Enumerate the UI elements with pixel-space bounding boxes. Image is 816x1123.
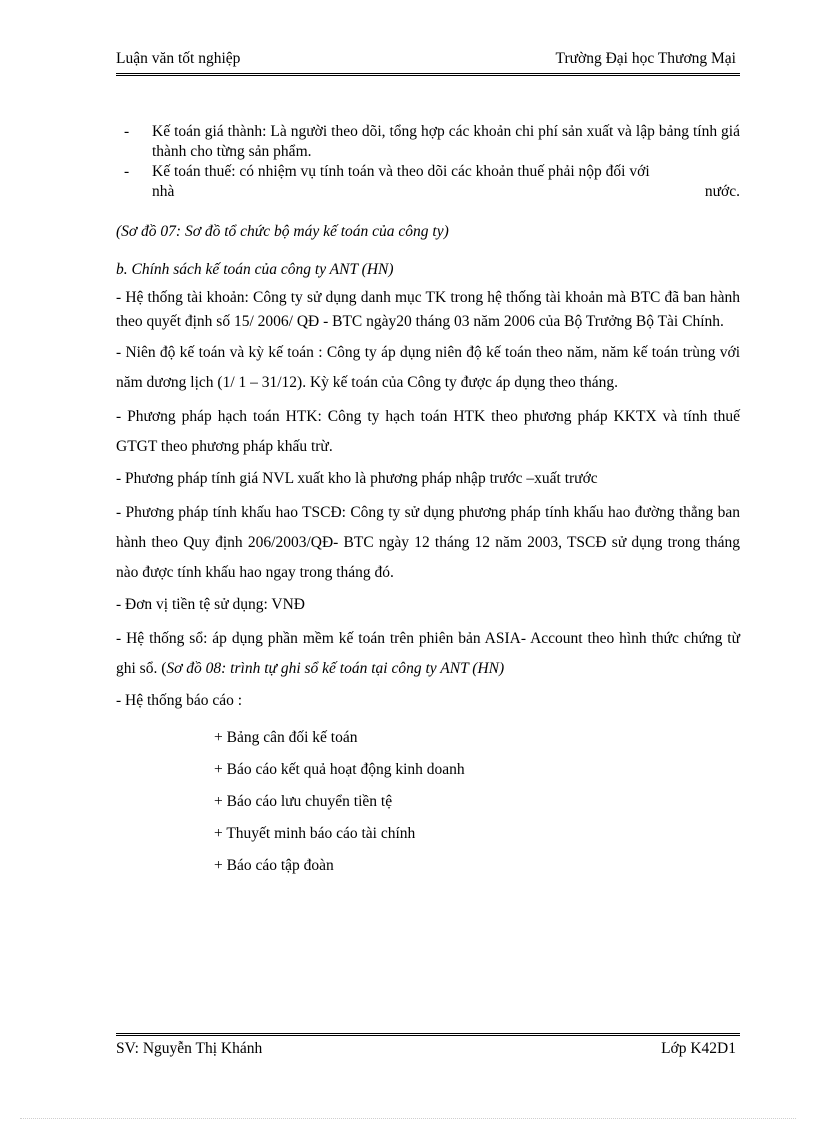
paragraph: - Phương pháp hạch toán HTK: Công ty hạch toán HTK theo phương pháp KKTX và tính thuế GTGT theo phương pháp khấu trừ. [116,408,740,455]
footer-divider [116,1033,740,1036]
page-edge-dotted-line [20,1118,796,1119]
list-item-text-justified-line [152,182,740,202]
header-thesis-title: Luận văn tốt nghiệp [116,50,241,67]
list-item [116,122,740,162]
paragraph: - Phương pháp tính khấu hao TSCĐ: Công ty sử dụng phương pháp tính khấu hao đường thẳng ban hành theo Quy định 206/2003/QĐ- BTC ngày 12 tháng 12 năm 2003, TSCĐ sử dụng trong tháng nào được tính khấu hao ngay trong tháng đó. [116,504,740,581]
list-item [116,162,740,202]
paragraph: - Đơn vị tiền tệ sử dụng: VNĐ [116,596,305,613]
page-body [116,122,740,882]
footer-class: Lớp K42D1 [661,1040,736,1057]
page-footer [116,1040,736,1062]
paragraph [116,624,740,684]
paragraph: - Niên độ kế toán và kỳ kế toán : Công ty áp dụng niên độ kế toán theo năm, năm kế toán trùng với năm dương lịch (1/ 1 – 31/12). Kỳ kế toán của Công ty được áp dụng theo tháng. [116,344,740,391]
list-item: + Bảng cân đối kế toán [214,729,358,746]
list-item-text: Kế toán thuế: có nhiệm vụ tính toán và theo dõi các khoản thuế phải nộp đối với [152,163,650,180]
list-item: + Báo cáo kết quả hoạt động kinh doanh [214,761,465,778]
section-heading: b. Chính sách kế toán của công ty ANT (HN) [116,261,394,278]
paragraph: - Hệ thống tài khoản: Công ty sử dụng danh mục TK trong hệ thống tài khoản mà BTC đã ban hành theo quyết định số 15/ 2006/ QĐ - BTC ngày20 tháng 03 năm 2006 của Bộ Trưởng Bộ Tài Chính. [116,289,740,330]
report-list [116,722,740,882]
list-item-word: nước. [704,183,740,200]
page-header [116,50,736,72]
figure-reference: Sơ đồ 08: trình tự ghi sổ kế toán tại công ty ANT (HN) [166,660,505,677]
list-dash: - [124,123,130,140]
paragraph: - Phương pháp tính giá NVL xuất kho là phương pháp nhập trước –xuất trước [116,470,598,487]
list-dash: - [124,163,130,180]
list-item: + Báo cáo lưu chuyển tiền tệ [214,793,393,810]
paragraph-text: - Hệ thống sổ: áp dụng phần mềm kế toán trên phiên bản ASIA- Account theo hình thức chứng từ ghi sổ. ( [116,630,740,677]
figure-caption: (Sơ đồ 07: Sơ đồ tổ chức bộ máy kế toán của công ty) [116,223,449,240]
header-university: Trường Đại học Thương Mại [555,50,736,67]
list-item: + Thuyết minh báo cáo tài chính [214,825,416,842]
footer-student: SV: Nguyễn Thị Khánh [116,1040,263,1057]
reports-intro: - Hệ thống báo cáo : [116,692,243,709]
header-divider [116,73,740,76]
list-item: + Báo cáo tập đoàn [214,857,334,874]
list-item-word: nhà [152,183,175,200]
list-item-text: Kế toán giá thành: Là người theo dõi, tổng hợp các khoản chi phí sản xuất và lập bảng tính giá thành cho từng sản phẩm. [152,123,740,160]
